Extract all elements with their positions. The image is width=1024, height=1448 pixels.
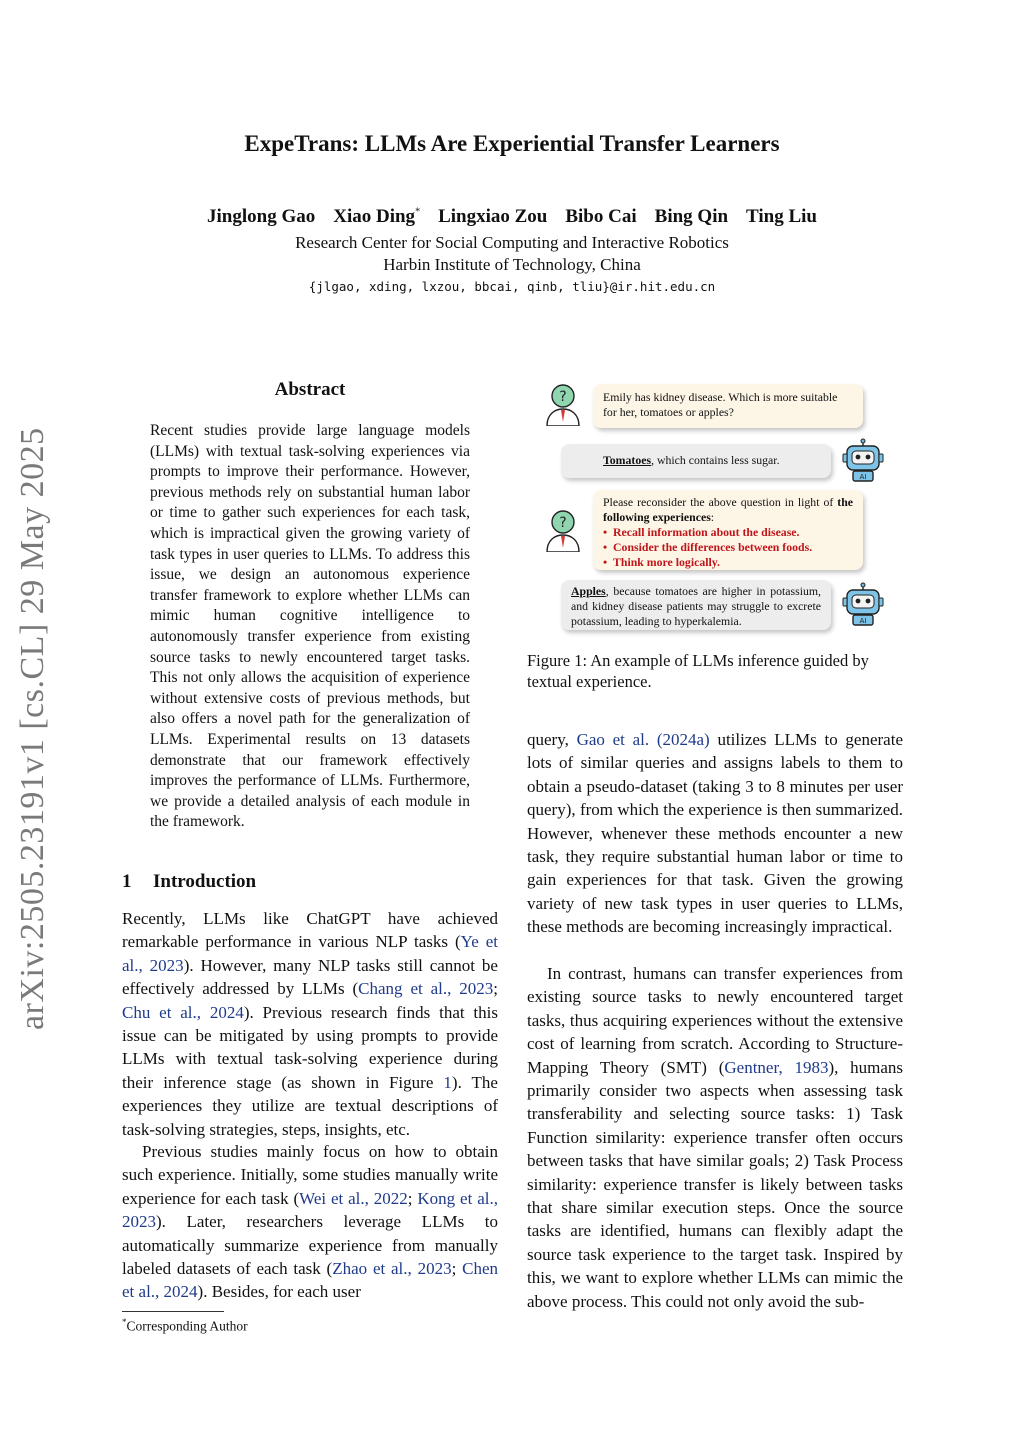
robot-icon [841, 438, 885, 482]
section-heading [122, 871, 256, 893]
affiliation-line-2: Harbin Institute of Technology, China [383, 255, 641, 274]
intro-paragraph-2: Previous studies mainly focus on how to obtain such experience. Initially, some studies manually write experience for each task (Wei et al., 2022; Kong et al., 2023). Later, researchers leverage LLMs to automatically summarize experience from manually labeled datasets of each task (Zhao et al., 2023; Chen et al., 2024). Besides, for each user [122, 1142, 498, 1302]
robot-label: AI [859, 473, 867, 481]
citation-link[interactable]: Wei et al., 2022 [299, 1188, 408, 1208]
author-name-corresponding: Xiao Ding* [333, 206, 421, 227]
intro-paragraph-3: query, Gao et al. (2024a) utilizes LLMs to generate lots of similar queries and assigns labels to them to obtain a pseudo-dataset (taking 3 to 8 minutes per user query), from which the experience is then summarized. However, whenever these methods encounter a new task, they require substantial human labor or time to gain experiences for that task. Given the growing variety of new task types in user queries to LLMs, these methods are becoming increasingly impractical. [527, 730, 903, 937]
citation-link[interactable]: Chu et al., 2024 [122, 1002, 244, 1022]
intro-paragraph-4: In contrast, humans can transfer experiences from existing source tasks to newly encountered target tasks, thus acquiring experiences without the extensive cost of learning from scratch. According to Structure-Mapping Theory (SMT) (Gentner, 1983), humans primarily consider two aspects when assessing task transferability and selecting source tasks: 1) Task Function similarity: experience transfer often occurs between tasks that have similar goals; 2) Task Process similarity: experience transfer is likely between tasks that share similar execution steps. Once the source tasks are identified, humans can flexibly adapt the source task experience to the target task. Inspired by this, we want to explore whether LLMs can mimic the above process. This could not only avoid the sub- [527, 964, 904, 1311]
citation-link[interactable]: Ye et al., 2023 [122, 932, 498, 975]
question-bubble-1: Emily has kidney disease. Which is more suitable for her, tomatoes or apples? [593, 384, 863, 428]
corresponding-mark: * [415, 206, 421, 218]
citation-link[interactable]: Chen et al., 2024 [122, 1259, 498, 1302]
abstract-body: Recent studies provide large language models (LLMs) with textual task-solving experiences via prompts to improve their performance. However, previous methods rely on substantial human labor or time to gather such experiences for each task, which is impractical given the growing variety of task types in user queries to LLMs. To address this issue, we design an autonomous experience transfer framework to explore whether LLMs can mimic human cognitive intelligence to autonomously transfer experience from existing source tasks to newly encountered target tasks. This not only allows the acquisition of experience without extensive costs of previous methods, but also offers a novel path for the generalization of LLMs. Experimental results on 13 datasets demonstrate that our framework effectively improves the performance of LLMs. Furthermore, we provide a detailed analysis of each module in the framework. [150, 422, 470, 831]
experience-item: • Consider the differences between foods. [603, 540, 813, 554]
citation-link[interactable]: Gao et al. (2024a) [576, 730, 710, 749]
footnote: *Corresponding Author [122, 1317, 248, 1334]
arxiv-identifier: arXiv:2505.23191v1 [cs.CL] 29 May 2025 [14, 427, 51, 1030]
author-name: Bing Qin [654, 206, 729, 227]
answer-bubble-2: Apples, because tomatoes are higher in potassium, and kidney disease patients may struggle to excrete potassium, leading to hyperkalemia. [561, 580, 831, 630]
citation-link[interactable]: Kong et al., 2023 [122, 1188, 498, 1232]
author-name: Jinglong Gao [207, 206, 316, 227]
citation-link[interactable]: Chang et al., 2023 [358, 979, 494, 999]
svg-text:?: ? [559, 389, 567, 405]
author-list [0, 206, 1024, 228]
affiliation-line-1: Research Center for Social Computing and Interactive Robotics [295, 233, 729, 252]
svg-text:?: ? [559, 515, 567, 531]
figure-ref-link[interactable]: 1 [443, 1072, 452, 1092]
figure-1 [527, 378, 903, 638]
section-number: 1 [122, 871, 132, 892]
answer-bubble-1: Tomatoes, which contains less sugar. [561, 444, 831, 478]
robot-icon [841, 582, 885, 626]
section-title: Introduction [153, 871, 257, 892]
author-name: Lingxiao Zou [438, 206, 548, 227]
question-bubble-2: Please reconsider the above question in light of the following experiences: • Recall information about the disease. • Consider the differences between foods. • Think more logically. [593, 490, 863, 570]
author-name: Bibo Cai [565, 206, 637, 227]
robot-label: AI [859, 617, 867, 625]
experience-item: • Think more logically. [603, 555, 720, 569]
abstract-heading: Abstract [274, 379, 346, 400]
intro-paragraph-1: Recently, LLMs like ChatGPT have achieved remarkable performance in various NLP tasks (Ye et al., 2023). However, many NLP tasks still cannot be effectively addressed by LLMs (Chang et al., 2023; Chu et al., 2024). Previous research finds that this issue can be mitigated by using prompts to provide LLMs with textual task-solving experience during their inference stage (as shown in Figure 1). The experiences they utilize are textual descriptions of task-solving strategies, steps, insights, etc. [122, 909, 499, 1139]
user-question-icon [541, 382, 585, 426]
paper-title: ExpeTrans: LLMs Are Experiential Transfer Learners [244, 131, 780, 156]
citation-link[interactable]: Zhao et al., 2023 [332, 1259, 452, 1279]
author-emails: {jlgao, xding, lxzou, bbcai, qinb, tliu}@ir.hit.edu.cn [308, 279, 716, 294]
figure-caption: Figure 1: An example of LLMs inference guided by textual experience. [527, 651, 869, 691]
footnote-rule [122, 1311, 224, 1312]
citation-link[interactable]: Gentner, 1983 [724, 1057, 829, 1077]
author-name: Ting Liu [746, 206, 817, 227]
experience-item: • Recall information about the disease. [603, 525, 800, 539]
user-question-icon [541, 508, 585, 552]
